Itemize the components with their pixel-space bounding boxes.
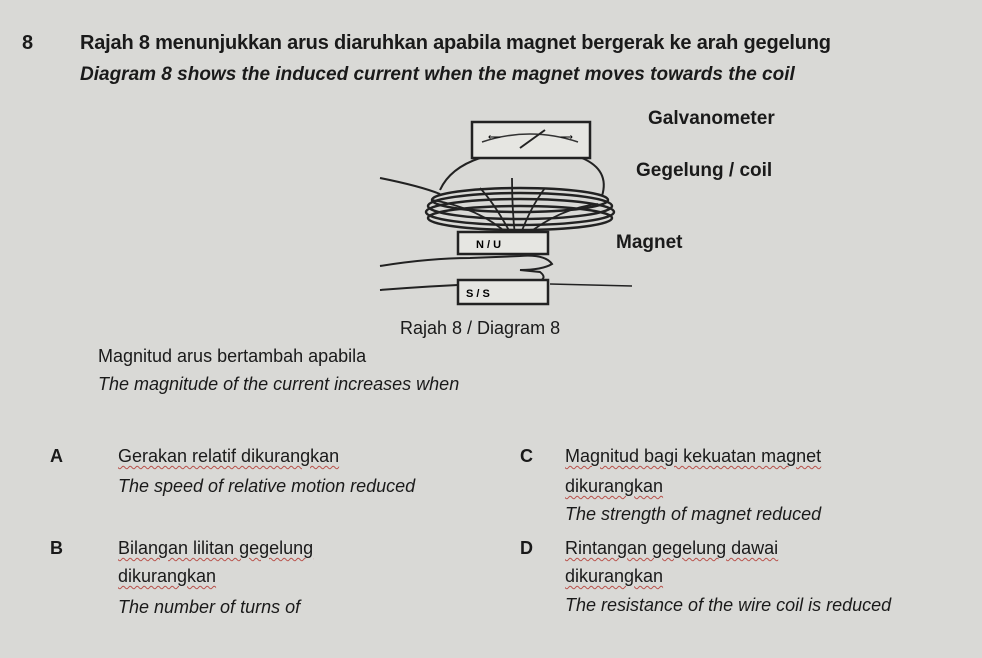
magnet-south-label: S / S: [466, 288, 490, 300]
magnet-north-block: [458, 232, 548, 254]
option-b-letter: B: [50, 538, 63, 558]
option-d-text-malay-line1: Rintangan gegelung dawai: [565, 538, 779, 558]
option-c-letter: C: [520, 446, 533, 466]
option-b-text-english: The number of turns of: [118, 597, 301, 617]
question-number: 8: [22, 32, 34, 54]
diagram-caption: Rajah 8 / Diagram 8: [400, 318, 561, 338]
option-a-text-english: The speed of relative motion reduced: [118, 476, 416, 496]
option-c-text-english: The strength of magnet reduced: [565, 504, 822, 524]
magnet-north-label: N / U: [476, 239, 502, 251]
option-b-text-malay-line1: Bilangan lilitan gegelung: [118, 538, 314, 558]
option-b-text-malay-line2: dikurangkan: [118, 566, 217, 586]
option-a-letter: A: [50, 446, 63, 466]
stem-text-english: The magnitude of the current increases when: [98, 374, 460, 394]
option-d-text-english: The resistance of the wire coil is reduced: [565, 595, 892, 615]
question-text-english: Diagram 8 shows the induced current when the magnet moves towards the coil: [80, 64, 795, 85]
coil: [426, 188, 614, 230]
label-magnet: Magnet: [616, 232, 683, 253]
option-c-text-malay-line1: Magnitud bagi kekuatan magnet: [565, 446, 822, 466]
wire-left: [440, 158, 480, 190]
option-d-text-malay-line2: dikurangkan: [565, 566, 664, 586]
wire-right: [582, 158, 604, 196]
label-coil: Gegelung / coil: [636, 160, 773, 181]
label-galvanometer: Galvanometer: [648, 108, 775, 129]
option-d-letter: D: [520, 538, 533, 558]
induction-diagram: [370, 108, 640, 308]
galvanometer-mark-left: ⟵: [488, 132, 501, 142]
ground-line: [550, 284, 632, 286]
question-text-malay: Rajah 8 menunjukkan arus diaruhkan apabila magnet bergerak ke arah gegelung: [80, 32, 831, 54]
option-a-text-malay: Gerakan relatif dikurangkan: [118, 446, 340, 466]
coil-lead: [380, 178, 440, 194]
option-c-text-malay-line2: dikurangkan: [565, 476, 664, 496]
stem-text-malay: Magnitud arus bertambah apabila: [98, 346, 367, 366]
galvanometer-mark-right: ⟶: [560, 132, 573, 142]
